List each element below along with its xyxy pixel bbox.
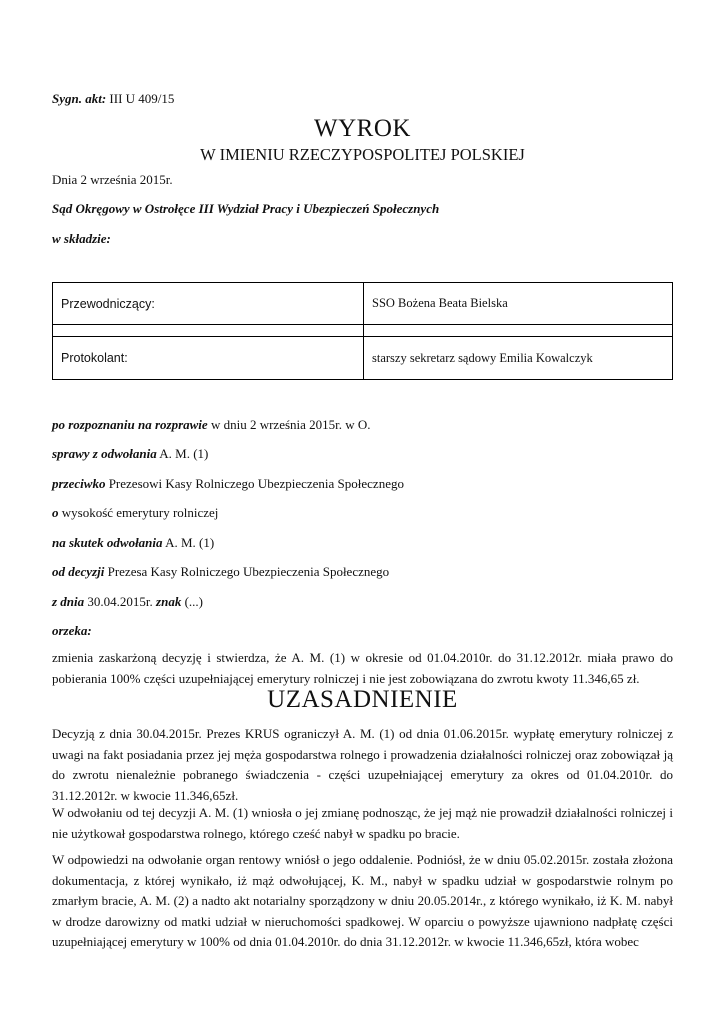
proceeding-label: znak [156,594,182,609]
proceeding-text: (...) [181,594,203,609]
presiding-label: Przewodniczący: [53,283,364,325]
justification-title: UZASADNIENIE [267,686,458,713]
composition-table [52,282,673,380]
proceeding-text: Prezesa Kasy Rolniczego Ubezpieczenia Społecznego [104,564,390,579]
proceeding-label: po rozpoznaniu na rozprawie [52,417,208,432]
justification-paragraph: W odwołaniu od tej decyzji A. M. (1) wniosła o jej zmianę podnosząc, że jej mąż nie prowadził działalności rolniczej i nie użytkował gospodarstwa rolnego, którego cześć nabył w spadku po bracie. [52,805,673,841]
proceeding-label: na skutek odwołania [52,535,163,550]
ruling-label: orzeka: [52,623,92,638]
empty-cell [364,325,673,337]
proceeding-text: w dniu 2 września 2015r. w O. [207,417,371,432]
proceeding-text: A. M. (1) [156,446,209,461]
table-row [53,337,673,380]
court-name: Sąd Okręgowy w Ostrołęce III Wydział Pracy i Ubezpieczeń Społecznych [52,201,440,216]
proceeding-line [52,417,371,433]
table-row [53,283,673,325]
empty-cell [53,325,364,337]
proceeding-label: przeciwko [52,476,106,491]
presiding-value: SSO Bożena Beata Bielska [364,283,673,325]
proceeding-line [52,446,208,462]
proceeding-label: sprawy z odwołania [52,446,157,461]
proceeding-line [52,564,389,580]
clerk-value: starszy sekretarz sądowy Emilia Kowalczyk [364,337,673,380]
document-subtitle: W IMIENIU RZECZYPOSPOLITEJ POLSKIEJ [200,145,525,164]
proceeding-line [52,594,203,610]
clerk-label: Protokolant: [53,337,364,380]
case-signature [52,91,174,107]
case-signature-label: Sygn. akt: [52,91,107,106]
judgment-date: Dnia 2 września 2015r. [52,172,173,187]
proceeding-label: z dnia [52,594,85,609]
case-signature-value: III U 409/15 [106,91,175,106]
proceeding-text: Prezesowi Kasy Rolniczego Ubezpieczenia Społecznego [105,476,404,491]
ruling-text: zmienia zaskarżoną decyzję i stwierdza, że A. M. (1) w okresie od 01.04.2010r. do 31.12.2012r. miała prawo do pobierania 100% części uzupełniającej emerytury rolniczej i nie jest zobowiązana do zwrotu kwoty 11.346,65 zł. [52,650,673,686]
proceeding-label: o [52,505,59,520]
proceeding-text: A. M. (1) [162,535,215,550]
proceeding-line [52,623,92,639]
justification-paragraph: W odpowiedzi na odwołanie organ rentowy wniósł o jego oddalenie. Podniósł, że w dniu 05.02.2015r. została złożona dokumentacja, z której wynikało, iż mąż odwołującej, K. M., nabył w spadku udział w gospodarstwie rolnym po zmarłym bracie, A. M. (2) a nadto akt notarialny sporządzony w dniu 20.05.2014r., z którego wynikało, iż K. M. nabył w drodze darowizny od matki udział w nieruchomości spadkowej. W oparciu o powyższe ujawniono nadpłatę części uzupełniającej emerytury w 100% od dnia 01.04.2010r. do dnia 31.12.2012r. w kwocie 11.346,65zł, która wobec [52,852,673,949]
proceeding-line [52,505,218,521]
proceeding-text: wysokość emerytury rolniczej [58,505,219,520]
proceeding-text: 30.04.2015r. [84,594,157,609]
proceeding-line [52,535,214,551]
proceeding-line [52,476,404,492]
table-row [53,325,673,337]
justification-paragraph: Decyzją z dnia 30.04.2015r. Prezes KRUS ograniczył A. M. (1) od dnia 01.06.2015r. wypłatę emerytury rolniczej z uwagi na fakt posiadania przez jej męża gospodarstwa rolnego i prowadzenia działalności rolniczej oraz zobowiązał ją do zwrotu nienależnie pobranego świadczenia - części uzupełniającej emerytury za okres od 01.04.2010r. do 31.12.2012r. w kwocie 11.346,65zł. [52,726,673,803]
document-title: WYROK [314,115,411,142]
composition-label: w składzie: [52,231,111,246]
proceeding-label: od decyzji [52,564,105,579]
